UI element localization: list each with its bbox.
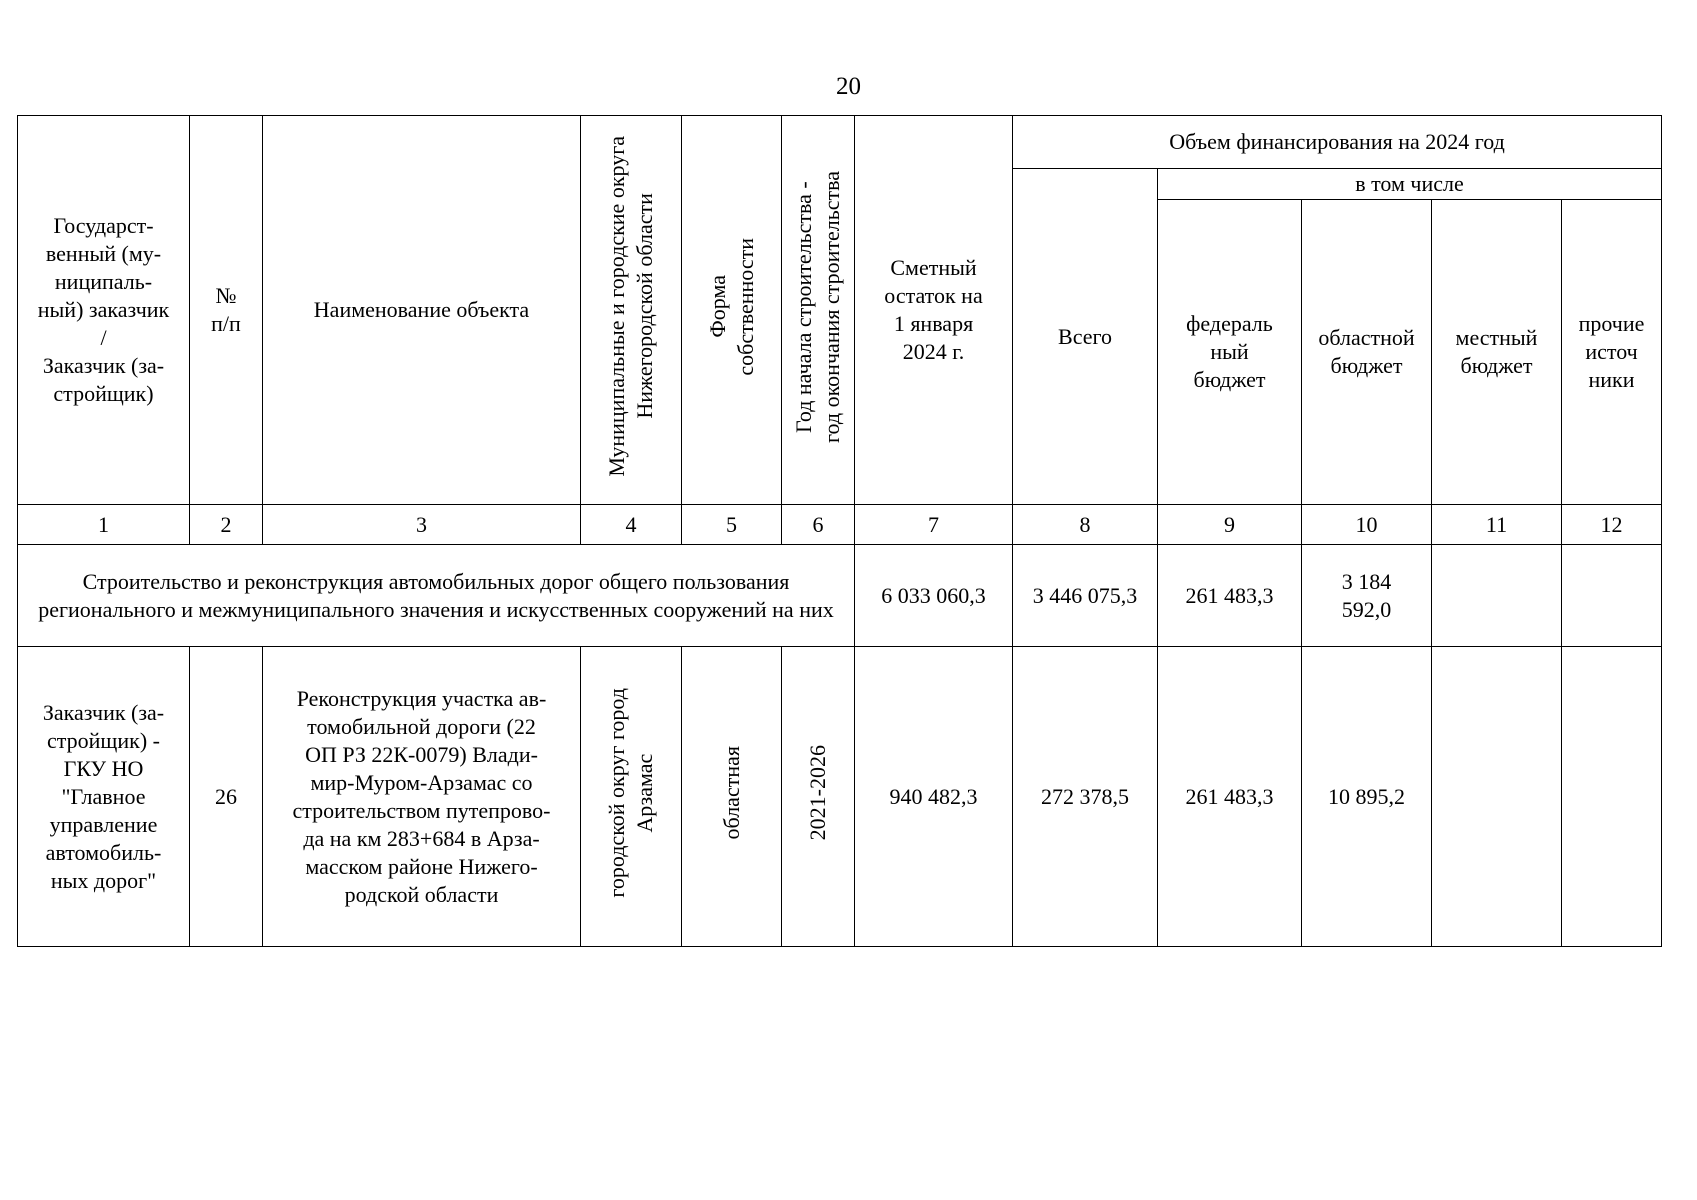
row-number: 26 [190,647,263,947]
column-number: 11 [1432,505,1562,545]
column-number: 6 [782,505,855,545]
header-other [1562,200,1662,505]
row-local [1432,647,1562,947]
column-number: 10 [1302,505,1432,545]
header-customer-text: Государст- венный (му- ниципаль- ный) заказчик / Заказчик (за- стройщик) [37,213,170,406]
row-customer [18,647,190,947]
row-regional: 10 895,2 [1302,647,1432,947]
row-years [782,647,855,947]
section-total: 3 446 075,3 [1013,545,1158,647]
row-customer-text: Заказчик (за- стройщик) - ГКУ НО "Главное управление автомобиль- ных дорог" [42,699,165,893]
column-number: 9 [1158,505,1302,545]
header-federal-text: федераль ный бюджет [1186,311,1273,392]
header-row-1 [18,116,1662,169]
header-object-name [263,116,581,505]
header-ownership-text: Форма собственности [704,237,758,376]
header-ownership [682,116,782,505]
header-other-text: прочие источ ники [1578,311,1645,392]
row-years-text: 2021-2026 [805,745,830,841]
column-number: 8 [1013,505,1158,545]
row-municipality-text: городской округ город Арзамас [604,688,657,898]
header-municipality-text: Муниципальные и городские округа Нижегородской области [604,136,657,477]
header-funding-text: Объем финансирования на 2024 год [1169,129,1505,154]
page-number: 20 [836,73,861,100]
header-local-text: местный бюджет [1455,325,1538,378]
row-total: 272 378,5 [1013,647,1158,947]
column-number: 5 [682,505,782,545]
row-object-name-text: Реконструкция участка ав- томобильной дороги (22 ОП РЗ 22К-0079) Влади- мир-Муром-Арзамас со строительством путепрово- да на км 283+684 в Арза- масском районе Нижего- родской области [292,685,551,907]
column-number: 7 [855,505,1013,545]
section-federal: 261 483,3 [1158,545,1302,647]
header-estimate [855,116,1013,505]
column-number-row [18,505,1662,545]
header-number-text: № п/п [211,283,241,336]
section-row [18,545,1662,647]
header-years [782,116,855,505]
header-regional [1302,200,1432,505]
header-regional-text: областной бюджет [1318,325,1415,378]
row-municipality [581,647,682,947]
column-number: 12 [1562,505,1662,545]
header-including-text: в том числе [1355,171,1464,196]
row-other [1562,647,1662,947]
row-object-name [263,647,581,947]
column-number: 2 [190,505,263,545]
header-total [1013,169,1158,505]
header-federal [1158,200,1302,505]
header-object-name-text: Наименование объекта [313,297,530,322]
header-number [190,116,263,505]
header-customer [18,116,190,505]
section-title: Строительство и реконструкция автомобильных дорог общего пользования регионального и межмуниципального значения и искусственных сооружений на них [18,545,855,647]
section-estimate: 6 033 060,3 [855,545,1013,647]
section-local [1432,545,1562,647]
section-regional: 3 184 592,0 [1302,545,1432,647]
row-ownership [682,647,782,947]
column-number: 1 [18,505,190,545]
row-estimate: 940 482,3 [855,647,1013,947]
header-local [1432,200,1562,505]
section-other [1562,545,1662,647]
row-ownership-text: областная [718,746,744,840]
header-municipality [581,116,682,505]
column-number: 4 [581,505,682,545]
header-funding [1013,116,1662,169]
header-including [1158,169,1662,200]
header-estimate-text: Сметный остаток на 1 января 2024 г. [884,255,983,364]
column-number: 3 [263,505,581,545]
funding-table [17,115,1662,947]
header-total-text: Всего [1058,323,1112,349]
header-years-text: Год начала строительства - год окончания строительства [791,170,844,443]
table-row [18,647,1662,947]
row-federal: 261 483,3 [1158,647,1302,947]
